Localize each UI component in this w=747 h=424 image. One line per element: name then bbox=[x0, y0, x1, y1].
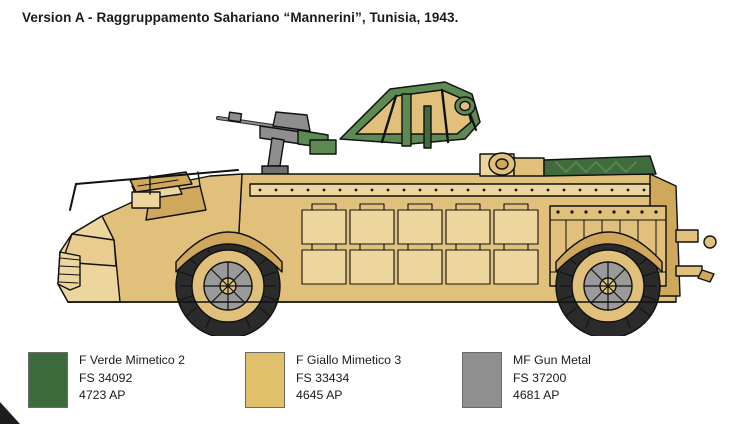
vehicle-illustration bbox=[10, 34, 737, 336]
page-corner-mark bbox=[0, 402, 20, 424]
paint-fs-code: FS 34092 bbox=[79, 370, 133, 385]
page-title: Version A - Raggruppamento Sahariano “Mannerini”, Tunisia, 1943. bbox=[22, 10, 459, 25]
legend-text-block bbox=[513, 352, 591, 405]
paint-color-legend bbox=[28, 352, 718, 408]
paint-code: 4681 AP bbox=[513, 388, 560, 402]
legend-item bbox=[462, 352, 679, 408]
legend-text-block bbox=[296, 352, 401, 405]
paint-fs-code: FS 37200 bbox=[513, 370, 567, 385]
paint-code: 4723 AP bbox=[79, 388, 126, 402]
paint-code: 4645 AP bbox=[296, 388, 343, 402]
paint-fs-code: FS 33434 bbox=[296, 370, 350, 385]
legend-item bbox=[28, 352, 245, 408]
paint-name: MF Gun Metal bbox=[513, 353, 591, 367]
color-swatch bbox=[245, 352, 285, 408]
paint-name: F Verde Mimetico 2 bbox=[79, 353, 185, 367]
legend-text-block bbox=[79, 352, 185, 405]
color-swatch bbox=[28, 352, 68, 408]
paint-name: F Giallo Mimetico 3 bbox=[296, 353, 402, 367]
color-swatch bbox=[462, 352, 502, 408]
legend-item bbox=[245, 352, 462, 408]
